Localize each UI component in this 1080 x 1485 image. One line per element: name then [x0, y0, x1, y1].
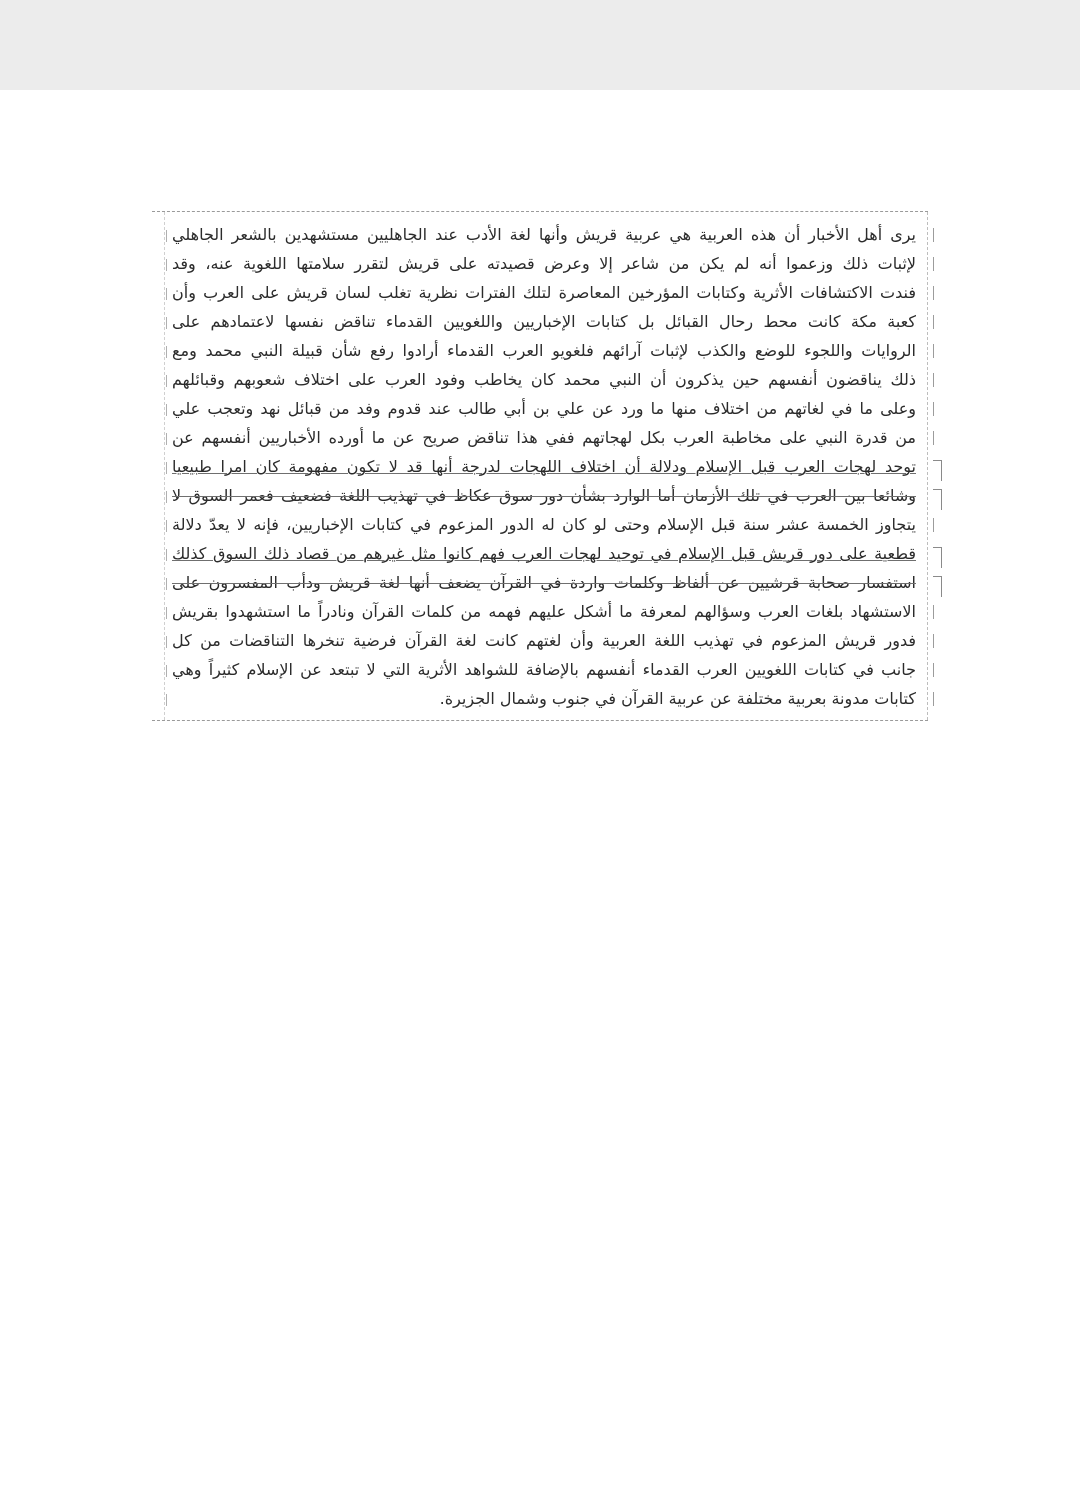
paragraph-line-14: الاستشهاد بلغات العرب وسؤالهم لمعرفة ما أشكل عليهم فهمه من كلمات القرآن ونادراً ما استشهدوا بقريش — [172, 602, 916, 621]
top-gray-band — [0, 0, 1080, 90]
left-margin-tick — [166, 607, 167, 619]
frame-left-edge — [164, 212, 165, 720]
right-margin-mark — [933, 634, 934, 648]
left-margin-tick — [166, 375, 167, 387]
paragraph-line-11: يتجاوز الخمسة عشر سنة قبل الإسلام وحتى لو كان له الدور المزعوم في كتابات الإخباريين، فإنه لا يعدّ دلالة — [172, 515, 916, 534]
left-margin-tick — [166, 462, 167, 474]
right-margin-mark — [933, 518, 934, 532]
change-bar — [933, 547, 942, 568]
paragraph-line-12: قطعية على دور قريش قبل الإسلام في توحيد لهجات العرب فهم كانوا مثل غيرهم من قصاد ذلك السوق كذلك — [172, 544, 916, 563]
paragraph-line-5: الروايات واللجوء للوضع والكذب لإثبات آرائهم فلغويو العرب القدماء أرادوا رفع شأن قبيلة النبي محمد ومع — [172, 341, 916, 360]
left-margin-tick — [166, 549, 167, 561]
paragraph-line-9: توحد لهجات العرب قبل الإسلام ودلالة أن اختلاف اللهجات لدرجة أنها قد لا تكون مفهومة كان امرا طبيعيا — [172, 457, 916, 476]
left-margin-tick — [166, 665, 167, 677]
frame-right-edge — [927, 212, 928, 720]
right-margin-mark — [933, 605, 934, 619]
left-margin-tick — [166, 694, 167, 706]
left-margin-tick — [166, 346, 167, 358]
paragraph-line-13: استفسار صحابة قرشيين عن ألفاظ وكلمات واردة في القرآن يضعف أنها لغة قريش ودأب المفسرون على — [172, 573, 916, 592]
paragraph-line-4: كعبة مكة كانت محط رحال القبائل بل كتابات الإخباريين واللغويين القدماء تناقض نفسها لاعتمادهم على — [172, 312, 916, 331]
text-frame[interactable] — [152, 211, 928, 721]
change-bar — [933, 576, 942, 597]
left-margin-tick — [166, 404, 167, 416]
paragraph-line-10: وشائعا بين العرب في تلك الأزمان أما الوارد بشأن دور سوق عكاظ في تهذيب اللغة فضعيف فعمر السوق لا — [172, 486, 916, 505]
paragraph-line-16: جانب في كتابات اللغويين العرب القدماء أنفسهم بالإضافة للشواهد الأثرية التي لا تبتعد عن الإسلام كثيراً وهي — [172, 660, 916, 679]
change-bar — [933, 460, 942, 481]
right-margin-mark — [933, 315, 934, 329]
right-margin-mark — [933, 692, 934, 706]
paragraph-line-2: لإثبات ذلك وزعموا أنه لم يكن من شاعر إلا وعرض قصيدته على قريش لتقرر سلامتها اللغوية عنه، وقد — [172, 254, 916, 273]
paragraph-line-1: يرى أهل الأخبار أن هذه العربية هي عربية قريش وأنها لغة الأدب عند الجاهليين مستشهدين بالشعر الجاهلي — [172, 225, 916, 244]
left-margin-tick — [166, 520, 167, 532]
paragraph-line-15: فدور قريش المزعوم في تهذيب اللغة العربية وأن لغتهم كانت لغة القرآن فرضية تنخرها التناقضات من كل — [172, 631, 916, 650]
left-margin-tick — [166, 433, 167, 445]
right-margin-mark — [933, 431, 934, 445]
left-margin-tick — [166, 230, 167, 242]
change-bar — [933, 489, 942, 510]
paragraph-line-3: فندت الاكتشافات الأثرية وكتابات المؤرخين المعاصرة لتلك الفترات نظرية تغلب لسان قريش على العرب وأن — [172, 283, 916, 302]
left-margin-tick — [166, 288, 167, 300]
left-margin-tick — [166, 491, 167, 503]
right-margin-mark — [933, 663, 934, 677]
paragraph-line-8: من قدرة النبي على مخاطبة العرب بكل لهجاتهم ففي هذا تناقض صريح عن ما أورده الأخباريين أنفسهم عن — [172, 428, 916, 447]
right-margin-mark — [933, 286, 934, 300]
left-margin-tick — [166, 259, 167, 271]
right-margin-mark — [933, 228, 934, 242]
paragraph-line-17: كتابات مدونة بعربية مختلفة عن عربية القرآن في جنوب وشمال الجزيرة. — [439, 689, 916, 708]
left-margin-tick — [166, 578, 167, 590]
paragraph-line-6: ذلك يناقضون أنفسهم حين يذكرون أن النبي محمد كان يخاطب وفود العرب على اختلاف شعوبهم وقبائلهم — [172, 370, 916, 389]
left-margin-tick — [166, 636, 167, 648]
right-margin-mark — [933, 373, 934, 387]
paragraph-line-7: وعلى ما في لغاتهم من اختلاف منها ما ورد عن علي بن أبي طالب عند قدوم وفد من قبائل نهد وتعجب علي — [172, 399, 916, 418]
right-margin-mark — [933, 402, 934, 416]
right-margin-mark — [933, 344, 934, 358]
left-margin-tick — [166, 317, 167, 329]
right-margin-mark — [933, 257, 934, 271]
